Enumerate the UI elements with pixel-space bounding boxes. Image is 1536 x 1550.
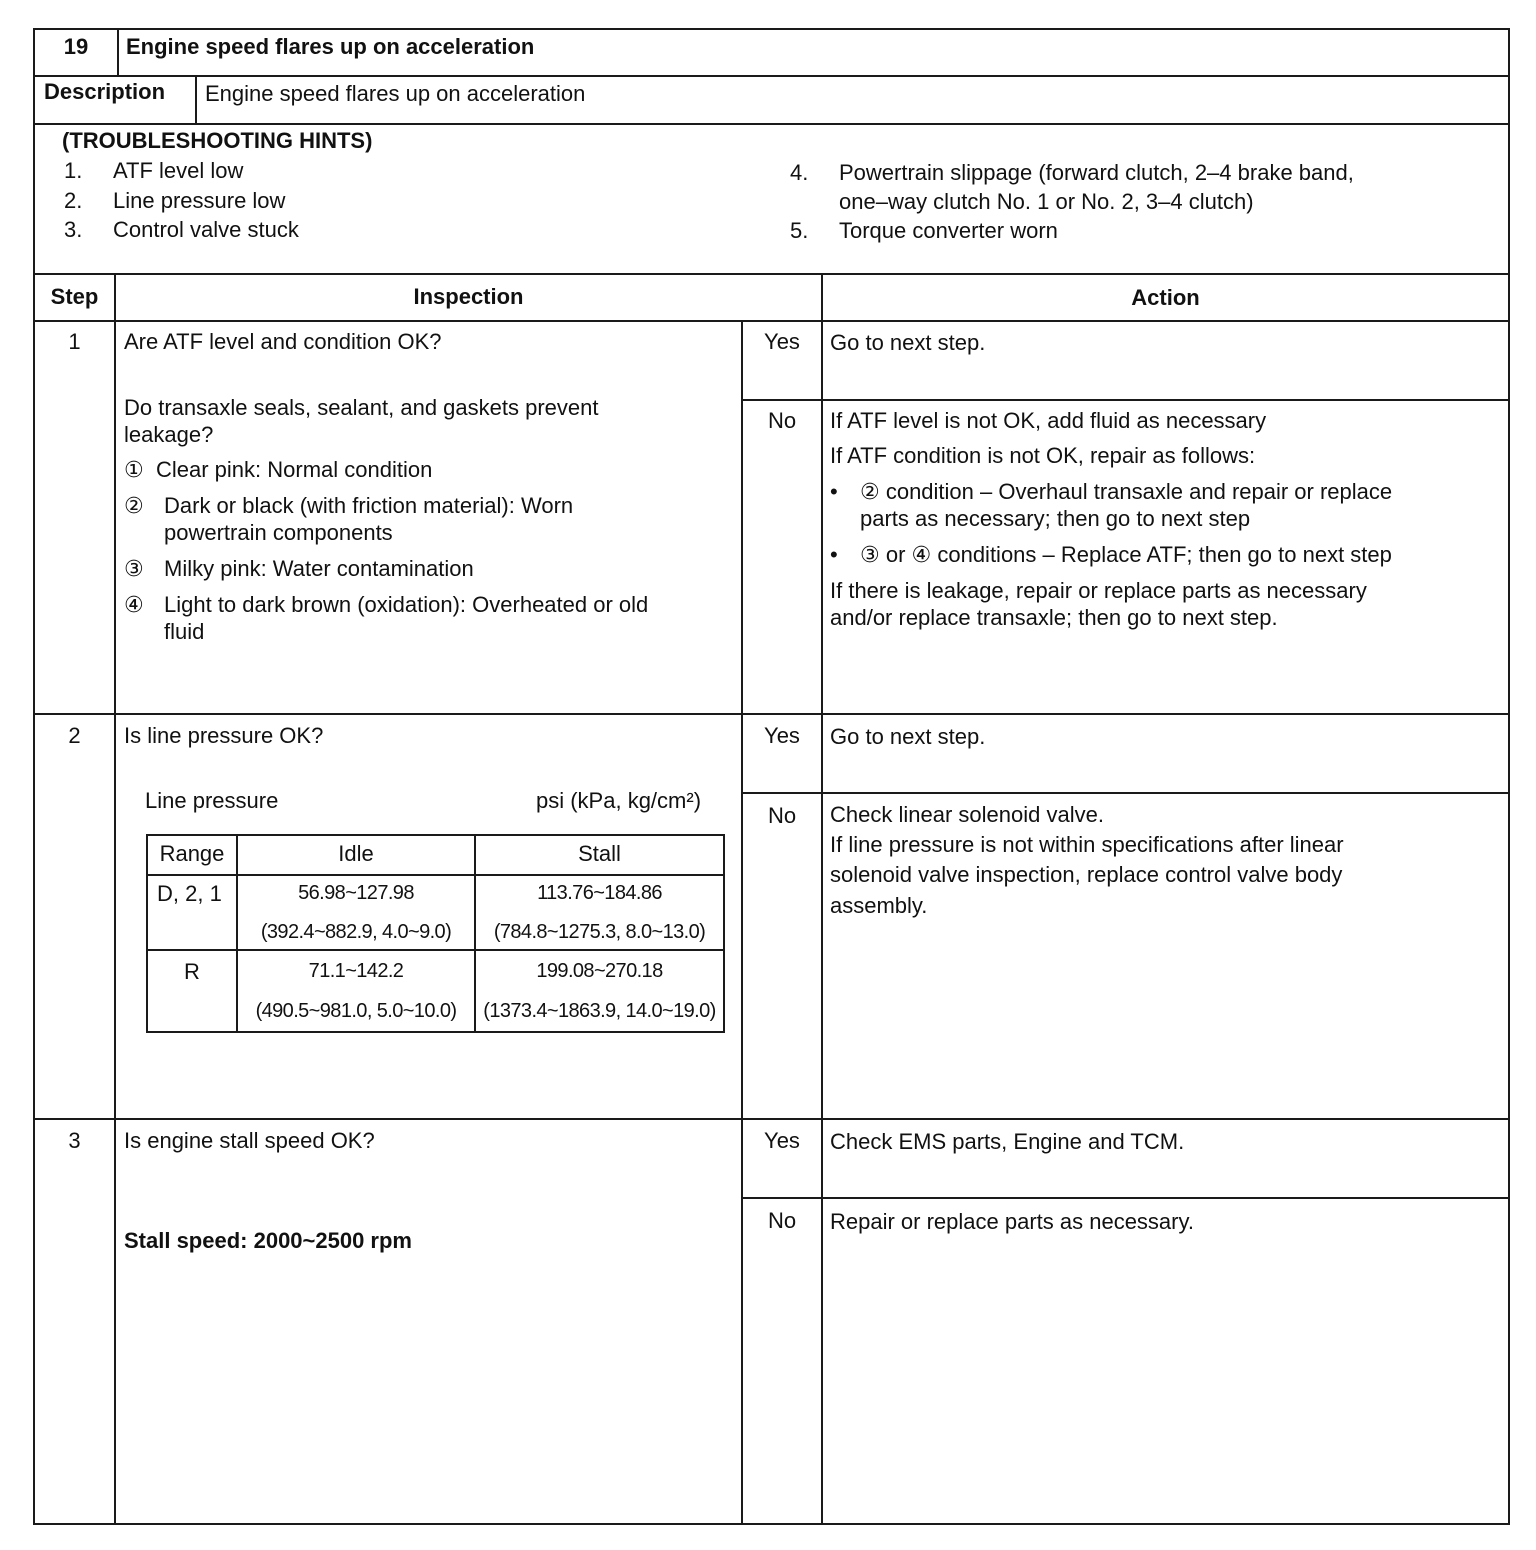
table-cell: 56.98~127.98 xyxy=(298,882,414,904)
no-action-text: If line pressure is not within specifications after linear xyxy=(830,832,1344,857)
table-cell: (784.8~1275.3, 8.0~13.0) xyxy=(493,921,706,943)
column-header-step: Step xyxy=(50,284,99,309)
condition-text: fluid xyxy=(164,619,205,644)
no-action-text: Check linear solenoid valve. xyxy=(830,802,1104,827)
bullet-icon: • xyxy=(830,479,838,504)
condition-marker: ② xyxy=(124,493,144,518)
condition-text: Dark or black (with friction material): Worn xyxy=(164,493,574,518)
step-number: 2 xyxy=(68,723,81,748)
table-cell: (490.5~981.0, 5.0~10.0) xyxy=(255,1000,457,1022)
inspection-question: Are ATF level and condition OK? xyxy=(124,329,442,354)
table-header: Idle xyxy=(338,841,374,866)
problem-title: Engine speed flares up on acceleration xyxy=(126,34,535,59)
no-action-text: If there is leakage, repair or replace parts as necessary xyxy=(830,578,1367,603)
no-action-text: parts as necessary; then go to next step xyxy=(860,506,1251,531)
no-action-text: If ATF condition is not OK, repair as follows: xyxy=(830,443,1256,468)
hint-text: Powertrain slippage (forward clutch, 2–4 brake band, xyxy=(839,160,1354,185)
table-cell: 113.76~184.86 xyxy=(537,882,662,904)
yes-action: Go to next step. xyxy=(830,330,986,355)
no-action-text: If ATF level is not OK, add fluid as necessary xyxy=(830,408,1267,433)
inspection-question: Is line pressure OK? xyxy=(124,723,324,748)
no-label: No xyxy=(767,803,797,828)
column-header-inspection: Inspection xyxy=(413,284,524,309)
condition-marker: ① xyxy=(124,457,144,482)
step-number: 3 xyxy=(68,1128,81,1153)
no-action-text: solenoid valve inspection, replace control valve body xyxy=(830,862,1343,887)
no-label: No xyxy=(767,1208,797,1233)
description-label: Description xyxy=(44,79,166,104)
table-header: Range xyxy=(159,841,225,866)
no-action-text: Repair or replace parts as necessary. xyxy=(830,1209,1194,1234)
condition-text: Light to dark brown (oxidation): Overheated or old xyxy=(164,592,649,617)
condition-text: Milky pink: Water contamination xyxy=(164,556,474,581)
hint-text: Line pressure low xyxy=(113,188,286,213)
hint-text: ATF level low xyxy=(113,158,244,183)
inspection-question: Is engine stall speed OK? xyxy=(124,1128,375,1153)
hint-number: 1. xyxy=(64,158,83,183)
stall-speed-spec: Stall speed: 2000~2500 rpm xyxy=(124,1228,412,1253)
spec-unit: psi (kPa, kg/cm²) xyxy=(536,788,702,813)
hint-text: one–way clutch No. 1 or No. 2, 3–4 clutch) xyxy=(839,189,1254,214)
table-cell: (392.4~882.9, 4.0~9.0) xyxy=(260,921,452,943)
hint-number: 5. xyxy=(790,218,809,243)
hint-number: 4. xyxy=(790,160,809,185)
yes-action: Check EMS parts, Engine and TCM. xyxy=(830,1129,1185,1154)
no-action-text: ② condition – Overhaul transaxle and repair or replace xyxy=(860,479,1393,504)
condition-marker: ④ xyxy=(124,592,144,617)
hint-text: Torque converter worn xyxy=(839,218,1058,243)
condition-text: powertrain components xyxy=(164,520,393,545)
spec-label: Line pressure xyxy=(145,788,279,813)
hint-text: Control valve stuck xyxy=(113,217,299,242)
condition-marker: ③ xyxy=(124,556,144,581)
step-number: 1 xyxy=(68,329,81,354)
table-cell: (1373.4~1863.9, 14.0~19.0) xyxy=(483,1000,716,1022)
table-cell: R xyxy=(184,959,200,984)
table-cell: 71.1~142.2 xyxy=(308,960,404,982)
condition-text: Clear pink: Normal condition xyxy=(156,457,433,482)
hint-number: 3. xyxy=(64,217,83,242)
yes-label: Yes xyxy=(764,1128,800,1153)
hint-number: 2. xyxy=(64,188,83,213)
yes-action: Go to next step. xyxy=(830,724,986,749)
table-cell: 199.08~270.18 xyxy=(536,960,663,982)
inspection-question: leakage? xyxy=(124,422,214,447)
description-text: Engine speed flares up on acceleration xyxy=(205,81,586,106)
table-header: Stall xyxy=(578,841,621,866)
no-action-text: and/or replace transaxle; then go to next step. xyxy=(830,605,1278,630)
table-cell: D, 2, 1 xyxy=(157,881,222,906)
hints-title: (TROUBLESHOOTING HINTS) xyxy=(62,128,373,153)
no-action-text: assembly. xyxy=(830,893,928,918)
no-label: No xyxy=(767,408,797,433)
yes-label: Yes xyxy=(764,329,800,354)
no-action-text: ③ or ④ conditions – Replace ATF; then go to next step xyxy=(860,542,1392,567)
column-header-action: Action xyxy=(1131,285,1200,310)
problem-number: 19 xyxy=(63,34,89,59)
bullet-icon: • xyxy=(830,542,838,567)
yes-label: Yes xyxy=(764,723,800,748)
inspection-question: Do transaxle seals, sealant, and gaskets prevent xyxy=(124,395,599,420)
